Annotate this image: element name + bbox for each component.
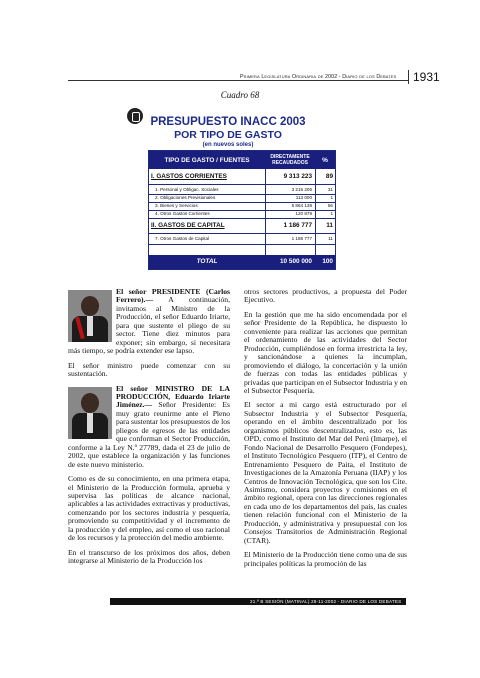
table-total-row [149,255,335,269]
paragraph-text: Señor Presidente: Es muy grato reunirme ante el Pleno para sustentar los presupuestos de los pliegos de egresos de las entidades que conforman el Sector Producción, conforme a la Ley N.º 27789, dada el 23 de julio de 2002, que establece la organización y las funciones de este nuevo ministerio. [68,400,230,469]
row-amount: 1 186 777 [283,222,312,229]
header-rule [68,80,408,81]
row-label: 4. Otros Gastos Corrientes [155,211,210,216]
row-percent: 1 [330,211,333,216]
header-tipo-gasto: TIPO DE GASTO / FUENTES [164,156,250,164]
row-label: II. GASTOS DE CAPITAL [151,222,225,229]
row-amount: 1 186 777 [291,236,312,241]
row-percent: 1 [330,195,333,200]
speaker-name: El señor MINISTRO DE LA PRODUCCIÓN, Eduardo Iriarte Jiménez.— [116,383,230,410]
row-label: 7. Otros Gastos de Capital [155,236,210,241]
speaker-name: El señor PRESIDENTE (Carlos Ferrero).— [116,287,230,305]
row-percent: 31 [327,187,333,192]
row-label: 1. Personal y Obligac. Sociales [155,187,219,192]
row-label: 2. Obligaciones Previsionales [155,195,216,200]
table-subtitle: (en nuevos soles) [202,142,254,148]
paragraph: En el transcurso de los próximos dos años, deben integrarse al Ministerio de la Producción los [68,547,230,566]
row-separator [149,184,335,185]
row-amount: 120 879 [295,211,312,216]
row-label: I. GASTOS CORRIENTES [151,173,227,180]
table-title: PRESUPUESTO INACC 2003 [150,116,306,128]
paragraph [68,385,230,470]
row-label: 3. Bienes y Servicios [155,203,198,208]
running-header-title: Primera Legislatura Ordinaria de 2002 - Diario de los Debates [240,74,397,80]
row-amount: 113 000 [295,195,312,200]
minister-photo [68,387,112,439]
total-amount: 10 500 000 [280,258,312,265]
row-percent: 11 [328,236,333,241]
table-caption: Cuadro 68 [220,90,260,100]
right-column [244,288,407,574]
paragraph [68,288,230,356]
page-footer-bar [110,598,406,605]
paragraph: otros sectores productivos, a propuesta del Poder Ejecutivo. [244,287,407,305]
budget-table [148,150,336,270]
row-percent: 11 [326,222,333,229]
row-percent: 56 [327,203,333,208]
row-percent: 89 [325,173,333,180]
row-amount: 5 864 138 [291,203,312,208]
header-separator [408,70,409,84]
total-label: TOTAL [196,258,218,265]
row-amount: 9 313 223 [283,173,312,180]
left-column [68,288,230,572]
table-header-row [149,151,335,169]
header-percent: % [322,156,328,164]
total-percent: 100 [322,258,333,265]
row-separator [149,244,335,245]
page-number: 1931 [413,70,440,84]
paragraph: El señor ministro puede comenzar con su sustentación. [68,360,230,379]
paragraph-text: A continuación, invitamos al Ministro de la Producción, el señor Eduardo Iriarte, para que sustente el pliego de su sector. Tiene diez minutos para exponer; sin embargo, si necesitara más tiempo, se podría extender ese lapso. [68,295,230,356]
paragraph: En la gestión que me ha sido encomendada por el señor Presidente de la República, he dispuesto lo conveniente para realizar las acciones que permitan el ordenamiento de las actividades del Sector Producción, cumpliéndose en forma irrestricta la ley, y sancionándose a quienes la incumplan, promoviendo el diálogo, la concertación y la unión de fuerzas con todas las entidades públicas y privadas que participan en el Subsector Industria y en el Subsector Pesquería. [244,309,407,395]
paragraph: Como es de su conocimiento, en una primera etapa, el Ministerio de la Producción formula, aprueba y supervisa las políticas de alcance nacional, aplicables a las actividades extractivas y productivas, comenzando por los sectores industria y pesquería, promoviendo su competitividad y el incremento de la producción y del empleo, así como el uso racional de los recursos y la protección del medio ambiente. [68,474,230,543]
paragraph: El Ministerio de la Producción tiene como una de sus principales políticas la promoción de las [244,550,407,568]
header-directamente-recaudados: DIRECTAMENTE RECAUDADOS [270,154,310,166]
footer-text: 21.ª B SESIÓN (MATINAL) 28-11-2002 - DIARIO DE LOS DEBATES [250,598,402,604]
table-title-line2: POR TIPO DE GASTO [174,129,282,141]
paragraph: El sector a mi cargo está estructurado por el Subsector Industria y el Subsector Pesquería, operando en el ámbito descentralizado por los organismos públicos descentralizados, esto es, las OPD, como el Instituto del Mar del Perú (Imarpe), el Fondo Nacional de Desarrollo Pesquero (Fondepes), el Instituto Tecnológico Pesquero (ITP), el Centro de Entrenamiento Pesquero de Paita, el Instituto de Investigaciones de la Amazonía Peruana (IIAP) y los Centros de Innovación Tecnológica, que son los Cite. Asimismo, considera proyectos y comisiones en el ámbito regional, opera con las direcciones regionales en cada uno de los departamentos del país, las cuales tienen relación funcional con el Ministerio de la Producción, y administrativa y presupuestal con los Consejos Transitorios de Administración Regional (CTAR). [244,400,407,545]
row-amount: 3 215 206 [291,187,312,192]
row-separator [149,233,335,234]
president-photo [68,290,112,342]
row-separator [149,218,335,219]
